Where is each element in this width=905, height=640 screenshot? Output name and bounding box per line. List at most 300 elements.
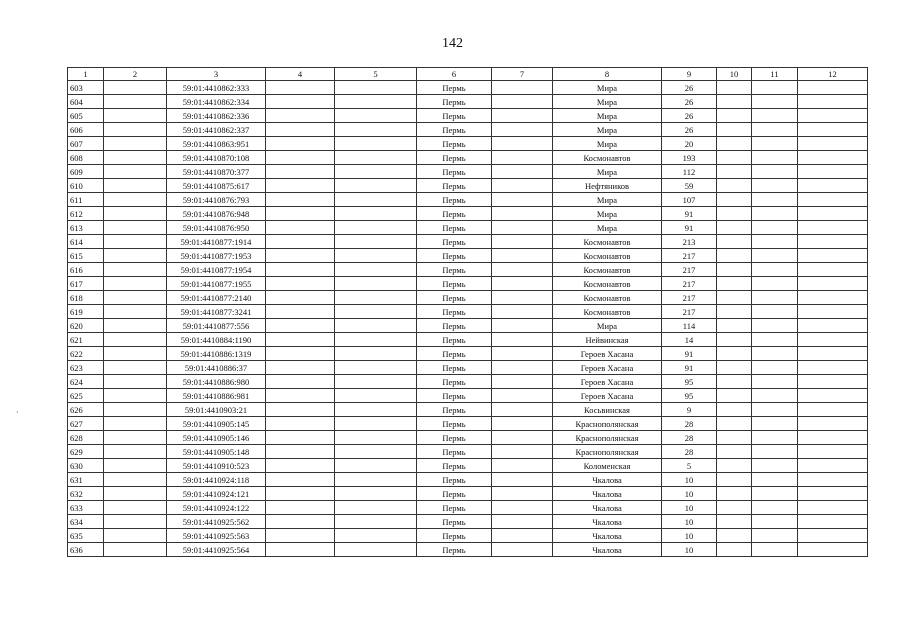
row-number-cell: 618 [68,291,104,305]
empty-cell [266,375,335,389]
street-cell: Косьвинская [553,403,662,417]
empty-cell [717,291,752,305]
house-number-cell: 26 [662,109,717,123]
empty-cell [752,543,798,557]
empty-cell [266,277,335,291]
street-cell: Мира [553,193,662,207]
empty-cell [752,277,798,291]
empty-cell [335,123,417,137]
empty-cell [492,445,553,459]
column-header: 2 [104,68,167,81]
city-cell: Пермь [417,403,492,417]
empty-cell [717,249,752,263]
empty-cell [717,417,752,431]
empty-cell [266,459,335,473]
empty-cell [752,235,798,249]
empty-cell [335,529,417,543]
city-cell: Пермь [417,123,492,137]
empty-cell [492,375,553,389]
empty-cell [104,361,167,375]
cadastral-number-cell: 59:01:4410925:564 [167,543,266,557]
house-number-cell: 91 [662,221,717,235]
table-row [68,347,868,361]
city-cell: Пермь [417,305,492,319]
empty-cell [752,417,798,431]
table-row [68,473,868,487]
city-cell: Пермь [417,235,492,249]
empty-cell [798,291,868,305]
empty-cell [798,347,868,361]
empty-cell [717,487,752,501]
empty-cell [266,361,335,375]
cadastral-number-cell: 59:01:4410877:556 [167,319,266,333]
empty-cell [798,249,868,263]
empty-cell [752,81,798,95]
table-row [68,193,868,207]
house-number-cell: 10 [662,515,717,529]
empty-cell [335,263,417,277]
margin-mark: · [16,408,19,417]
empty-cell [752,389,798,403]
empty-cell [492,109,553,123]
house-number-cell: 213 [662,235,717,249]
empty-cell [266,235,335,249]
empty-cell [335,277,417,291]
empty-cell [492,459,553,473]
street-cell: Чкалова [553,501,662,515]
empty-cell [798,81,868,95]
empty-cell [335,389,417,403]
empty-cell [717,95,752,109]
column-header: 10 [717,68,752,81]
empty-cell [752,165,798,179]
empty-cell [335,179,417,193]
empty-cell [717,277,752,291]
house-number-cell: 112 [662,165,717,179]
empty-cell [717,347,752,361]
table-row [68,137,868,151]
table-row [68,179,868,193]
city-cell: Пермь [417,151,492,165]
table-row [68,221,868,235]
empty-cell [104,333,167,347]
cadastral-number-cell: 59:01:4410876:793 [167,193,266,207]
city-cell: Пермь [417,221,492,235]
empty-cell [717,501,752,515]
empty-cell [104,263,167,277]
city-cell: Пермь [417,165,492,179]
empty-cell [717,515,752,529]
street-cell: Краснополянская [553,431,662,445]
row-number-cell: 614 [68,235,104,249]
cadastral-number-cell: 59:01:4410877:1955 [167,277,266,291]
empty-cell [104,249,167,263]
street-cell: Чкалова [553,515,662,529]
empty-cell [717,179,752,193]
cadastral-number-cell: 59:01:4410876:950 [167,221,266,235]
row-number-cell: 627 [68,417,104,431]
table-row [68,277,868,291]
empty-cell [798,95,868,109]
empty-cell [104,291,167,305]
row-number-cell: 622 [68,347,104,361]
street-cell: Мира [553,81,662,95]
row-number-cell: 607 [68,137,104,151]
table-row [68,333,868,347]
city-cell: Пермь [417,347,492,361]
empty-cell [335,109,417,123]
cadastral-number-cell: 59:01:4410886:981 [167,389,266,403]
empty-cell [717,403,752,417]
city-cell: Пермь [417,361,492,375]
row-number-cell: 612 [68,207,104,221]
empty-cell [104,207,167,221]
cadastral-number-cell: 59:01:4410905:148 [167,445,266,459]
house-number-cell: 91 [662,361,717,375]
empty-cell [104,473,167,487]
empty-cell [266,221,335,235]
empty-cell [335,221,417,235]
house-number-cell: 14 [662,333,717,347]
street-cell: Коломенская [553,459,662,473]
empty-cell [335,487,417,501]
empty-cell [492,95,553,109]
column-header: 12 [798,68,868,81]
cadastral-number-cell: 59:01:4410877:1953 [167,249,266,263]
street-cell: Космонавтов [553,305,662,319]
house-number-cell: 217 [662,249,717,263]
empty-cell [717,361,752,375]
street-cell: Космонавтов [553,235,662,249]
city-cell: Пермь [417,375,492,389]
empty-cell [492,319,553,333]
cadastral-number-cell: 59:01:4410925:563 [167,529,266,543]
empty-cell [335,473,417,487]
row-number-cell: 605 [68,109,104,123]
empty-cell [752,445,798,459]
empty-cell [798,459,868,473]
empty-cell [335,165,417,179]
cadastral-number-cell: 59:01:4410905:146 [167,431,266,445]
empty-cell [335,445,417,459]
empty-cell [492,235,553,249]
empty-cell [104,431,167,445]
empty-cell [335,333,417,347]
table-row [68,165,868,179]
empty-cell [492,403,553,417]
empty-cell [335,193,417,207]
column-header: 3 [167,68,266,81]
empty-cell [266,81,335,95]
table-row [68,151,868,165]
cadastral-number-cell: 59:01:4410870:108 [167,151,266,165]
empty-cell [104,347,167,361]
cadastral-number-cell: 59:01:4410877:2140 [167,291,266,305]
empty-cell [752,529,798,543]
empty-cell [798,417,868,431]
street-cell: Героев Хасана [553,347,662,361]
cadastral-number-cell: 59:01:4410925:562 [167,515,266,529]
empty-cell [104,389,167,403]
empty-cell [717,473,752,487]
empty-cell [798,137,868,151]
empty-cell [335,501,417,515]
empty-cell [266,123,335,137]
row-number-cell: 623 [68,361,104,375]
empty-cell [752,151,798,165]
empty-cell [717,193,752,207]
empty-cell [798,333,868,347]
column-header: 5 [335,68,417,81]
cadastral-number-cell: 59:01:4410863:951 [167,137,266,151]
house-number-cell: 91 [662,207,717,221]
empty-cell [266,291,335,305]
empty-cell [104,277,167,291]
street-cell: Мира [553,319,662,333]
empty-cell [492,361,553,375]
cadastral-number-cell: 59:01:4410905:145 [167,417,266,431]
empty-cell [104,305,167,319]
empty-cell [492,291,553,305]
column-header: 7 [492,68,553,81]
city-cell: Пермь [417,529,492,543]
empty-cell [752,473,798,487]
city-cell: Пермь [417,263,492,277]
row-number-cell: 636 [68,543,104,557]
house-number-cell: 9 [662,403,717,417]
street-cell: Чкалова [553,473,662,487]
table-row [68,459,868,473]
table-header-row [68,68,868,81]
row-number-cell: 634 [68,515,104,529]
empty-cell [104,515,167,529]
empty-cell [266,515,335,529]
empty-cell [335,375,417,389]
city-cell: Пермь [417,291,492,305]
empty-cell [104,459,167,473]
empty-cell [798,165,868,179]
table-row [68,123,868,137]
empty-cell [798,151,868,165]
table-row [68,249,868,263]
table-row [68,501,868,515]
empty-cell [492,193,553,207]
street-cell: Мира [553,95,662,109]
city-cell: Пермь [417,333,492,347]
row-number-cell: 629 [68,445,104,459]
empty-cell [104,137,167,151]
empty-cell [266,473,335,487]
empty-cell [717,375,752,389]
empty-cell [335,403,417,417]
empty-cell [798,221,868,235]
empty-cell [798,193,868,207]
empty-cell [266,207,335,221]
empty-cell [266,305,335,319]
street-cell: Мира [553,221,662,235]
empty-cell [752,361,798,375]
empty-cell [752,179,798,193]
table-row [68,403,868,417]
empty-cell [717,333,752,347]
empty-cell [798,445,868,459]
house-number-cell: 10 [662,529,717,543]
empty-cell [266,445,335,459]
street-cell: Космонавтов [553,263,662,277]
empty-cell [492,501,553,515]
empty-cell [335,151,417,165]
street-cell: Космонавтов [553,277,662,291]
empty-cell [798,403,868,417]
row-number-cell: 603 [68,81,104,95]
column-header: 11 [752,68,798,81]
row-number-cell: 617 [68,277,104,291]
empty-cell [717,221,752,235]
house-number-cell: 10 [662,473,717,487]
empty-cell [798,501,868,515]
table-row [68,305,868,319]
city-cell: Пермь [417,277,492,291]
table-row [68,81,868,95]
cadastral-number-cell: 59:01:4410877:3241 [167,305,266,319]
table-row [68,375,868,389]
row-number-cell: 630 [68,459,104,473]
street-cell: Мира [553,137,662,151]
house-number-cell: 193 [662,151,717,165]
street-cell: Мира [553,207,662,221]
row-number-cell: 620 [68,319,104,333]
empty-cell [752,123,798,137]
empty-cell [335,249,417,263]
cadastral-number-cell: 59:01:4410876:948 [167,207,266,221]
empty-cell [798,473,868,487]
column-header: 1 [68,68,104,81]
empty-cell [798,277,868,291]
table-row [68,417,868,431]
empty-cell [752,207,798,221]
row-number-cell: 615 [68,249,104,263]
empty-cell [104,179,167,193]
empty-cell [266,487,335,501]
empty-cell [266,543,335,557]
table-row [68,543,868,557]
row-number-cell: 604 [68,95,104,109]
empty-cell [492,263,553,277]
row-number-cell: 606 [68,123,104,137]
table-row [68,263,868,277]
city-cell: Пермь [417,431,492,445]
empty-cell [798,207,868,221]
empty-cell [752,501,798,515]
empty-cell [752,291,798,305]
empty-cell [798,375,868,389]
empty-cell [104,109,167,123]
empty-cell [266,165,335,179]
house-number-cell: 26 [662,81,717,95]
empty-cell [335,81,417,95]
house-number-cell: 91 [662,347,717,361]
house-number-cell: 5 [662,459,717,473]
empty-cell [492,333,553,347]
street-cell: Чкалова [553,529,662,543]
empty-cell [798,319,868,333]
empty-cell [335,305,417,319]
empty-cell [492,515,553,529]
empty-cell [798,179,868,193]
city-cell: Пермь [417,319,492,333]
empty-cell [717,137,752,151]
city-cell: Пермь [417,543,492,557]
empty-cell [752,515,798,529]
empty-cell [752,305,798,319]
city-cell: Пермь [417,109,492,123]
empty-cell [492,487,553,501]
street-cell: Чкалова [553,543,662,557]
empty-cell [717,543,752,557]
empty-cell [266,417,335,431]
empty-cell [104,543,167,557]
table-row [68,445,868,459]
table-row [68,207,868,221]
empty-cell [104,123,167,137]
empty-cell [266,431,335,445]
empty-cell [717,109,752,123]
empty-cell [492,473,553,487]
empty-cell [717,445,752,459]
city-cell: Пермь [417,459,492,473]
empty-cell [335,543,417,557]
empty-cell [717,459,752,473]
cadastral-number-cell: 59:01:4410862:333 [167,81,266,95]
row-number-cell: 631 [68,473,104,487]
empty-cell [266,151,335,165]
empty-cell [752,109,798,123]
city-cell: Пермь [417,207,492,221]
cadastral-number-cell: 59:01:4410862:337 [167,123,266,137]
row-number-cell: 635 [68,529,104,543]
cadastral-number-cell: 59:01:4410903:21 [167,403,266,417]
house-number-cell: 217 [662,291,717,305]
empty-cell [492,417,553,431]
row-number-cell: 611 [68,193,104,207]
empty-cell [752,487,798,501]
empty-cell [717,389,752,403]
house-number-cell: 59 [662,179,717,193]
street-cell: Космонавтов [553,151,662,165]
empty-cell [752,95,798,109]
table-row [68,235,868,249]
empty-cell [335,459,417,473]
empty-cell [717,305,752,319]
empty-cell [492,179,553,193]
empty-cell [798,543,868,557]
empty-cell [104,95,167,109]
city-cell: Пермь [417,445,492,459]
empty-cell [798,123,868,137]
street-cell: Нефтяников [553,179,662,193]
empty-cell [335,417,417,431]
cadastral-number-cell: 59:01:4410886:980 [167,375,266,389]
empty-cell [752,221,798,235]
empty-cell [492,137,553,151]
empty-cell [104,403,167,417]
empty-cell [717,123,752,137]
empty-cell [752,333,798,347]
empty-cell [104,375,167,389]
table-row [68,291,868,305]
empty-cell [266,333,335,347]
empty-cell [335,207,417,221]
